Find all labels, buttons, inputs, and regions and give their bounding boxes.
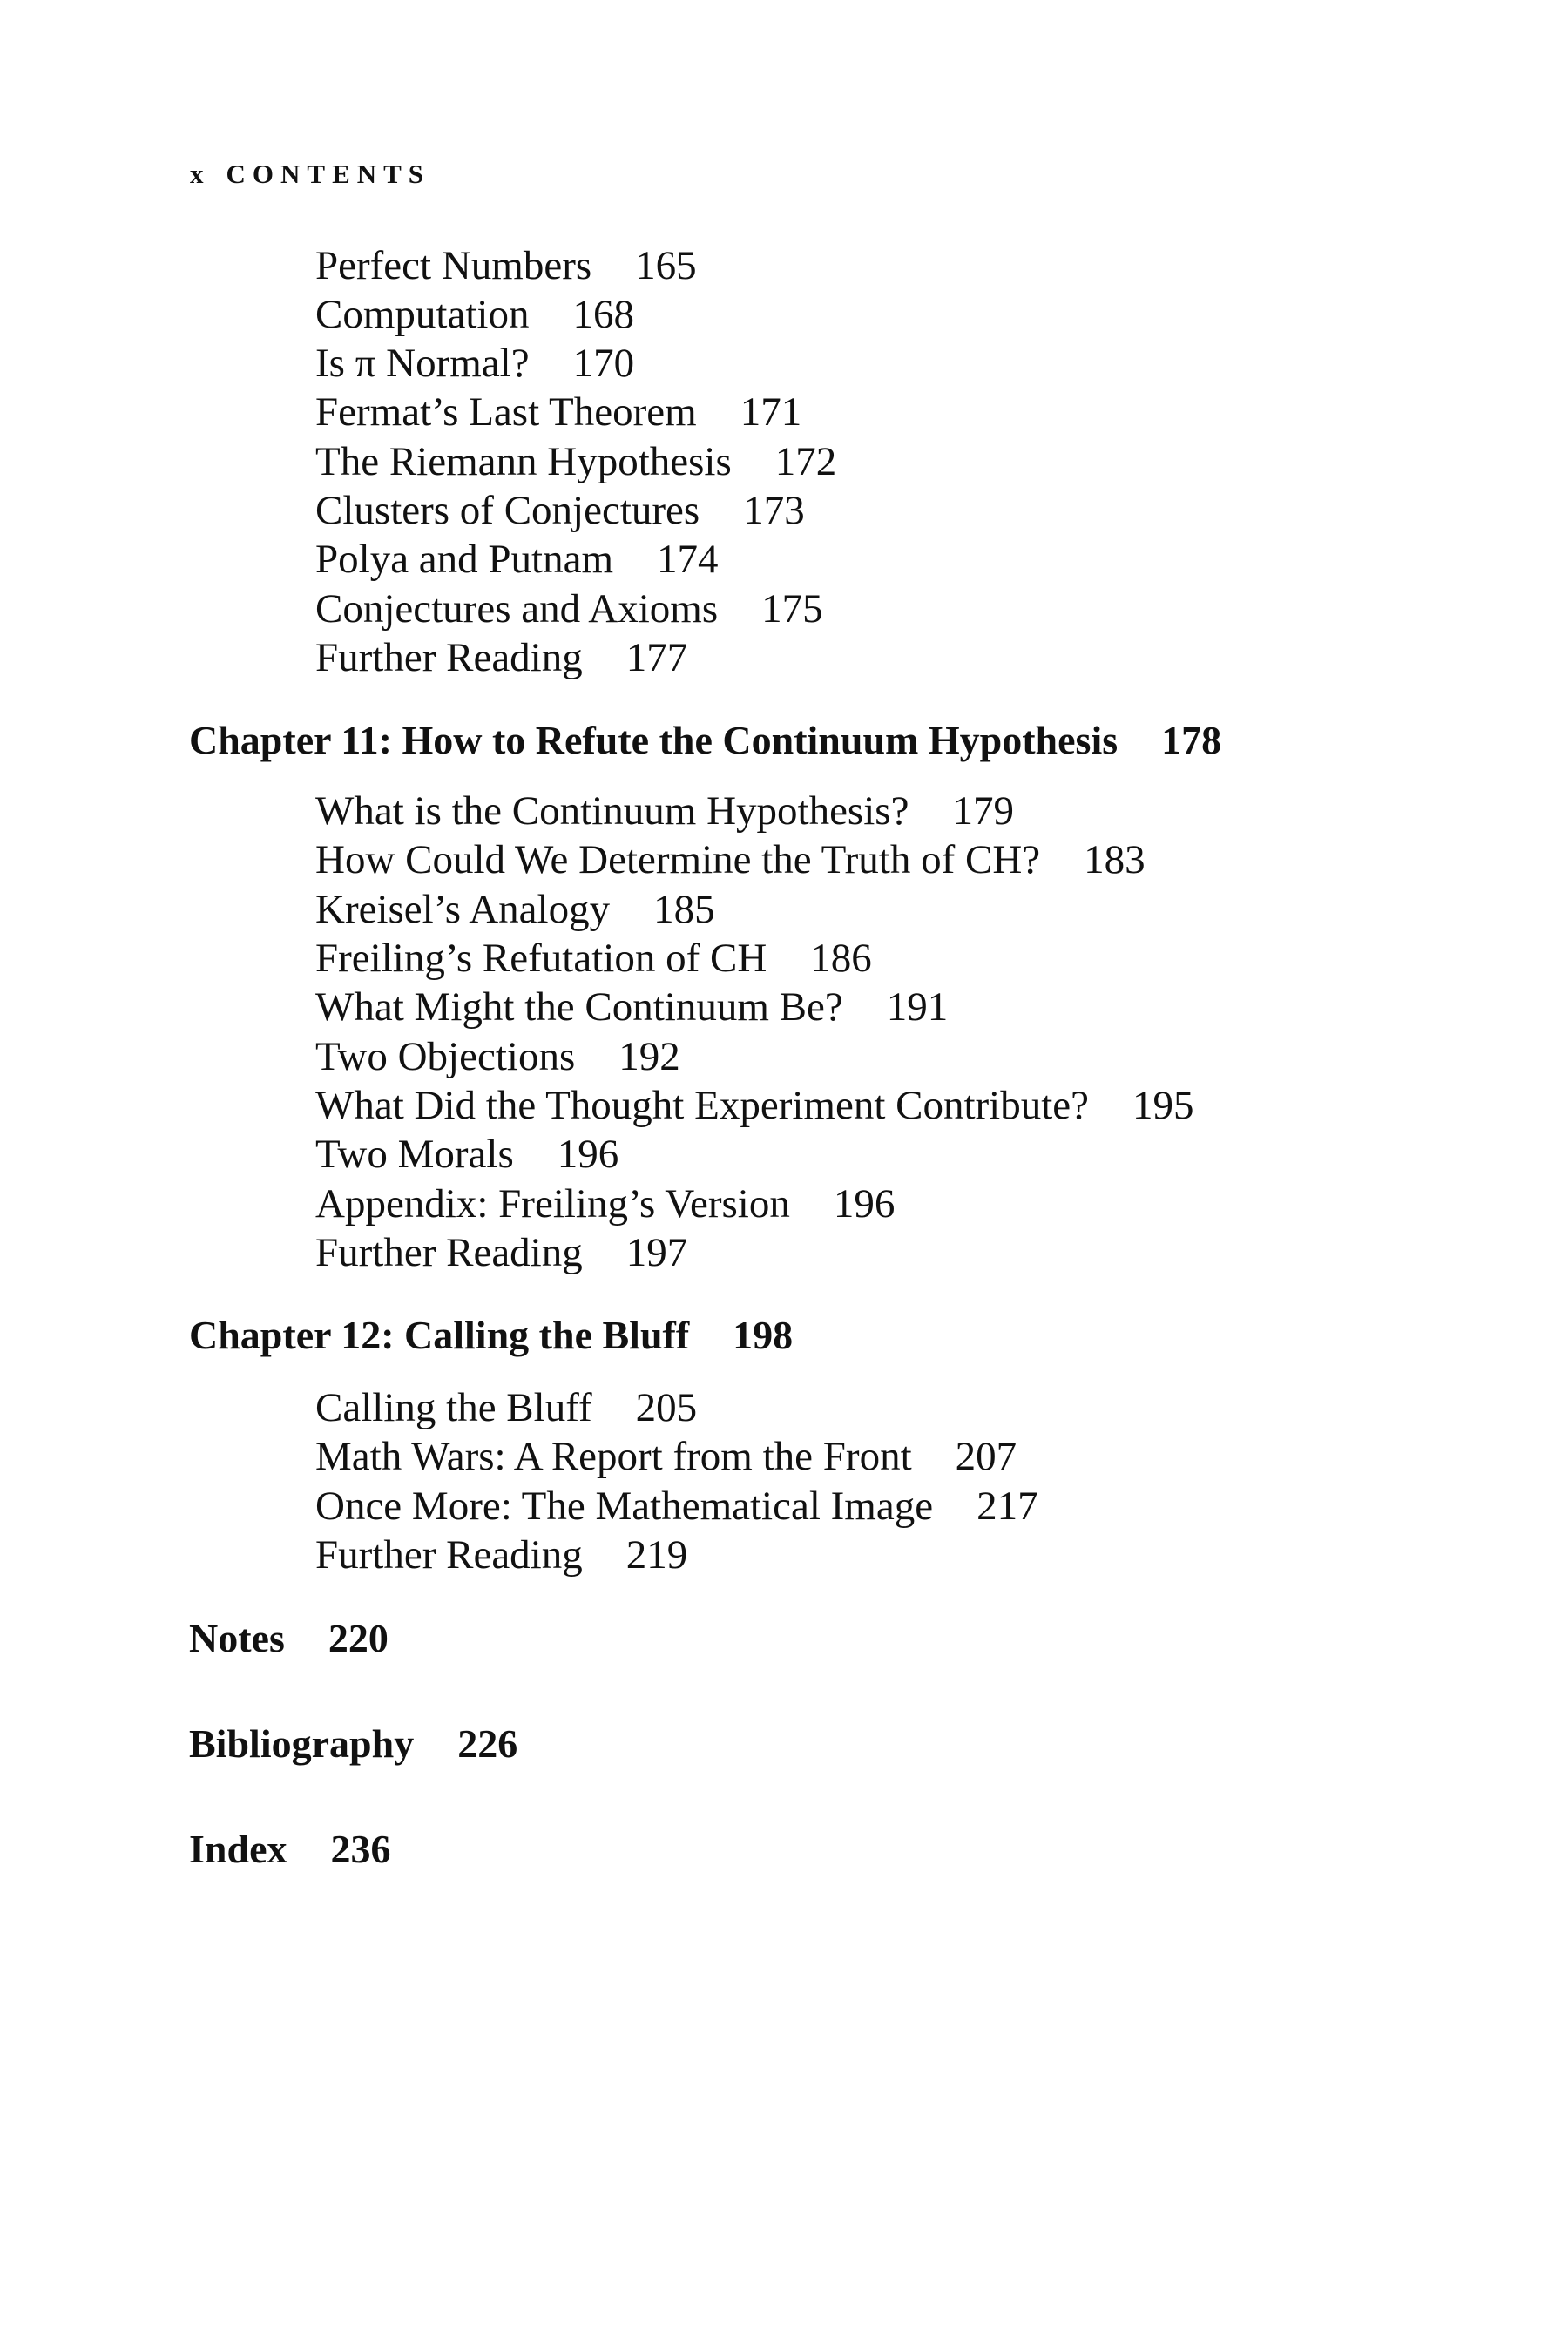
entry-title: Fermat’s Last Theorem (315, 389, 697, 435)
entry-title: Kreisel’s Analogy (315, 887, 611, 932)
heading-page: 236 (330, 1827, 391, 1871)
entry-page: 191 (886, 984, 949, 1030)
entry-title: Conjectures and Axioms (315, 586, 719, 632)
entry-page: 197 (625, 1230, 688, 1275)
toc-entry (315, 1130, 618, 1179)
entry-page: 192 (618, 1034, 680, 1079)
toc-entry (315, 388, 801, 436)
heading-title: Index (189, 1827, 287, 1871)
chapter-heading (189, 1311, 793, 1360)
entry-page: 219 (625, 1532, 688, 1578)
entry-page: 177 (625, 635, 688, 680)
entry-page: 179 (952, 788, 1014, 834)
chapter-title: Chapter 11: How to Refute the Continuum Hypothesis (189, 718, 1119, 762)
entry-page: 196 (833, 1181, 896, 1227)
heading-title: Notes (189, 1616, 285, 1660)
toc-entry (315, 633, 687, 682)
entry-page: 165 (635, 243, 697, 288)
toc-entry (315, 535, 719, 584)
toc-entry (315, 486, 805, 535)
chapter-heading (189, 716, 1221, 765)
chapter-page: 178 (1161, 718, 1222, 762)
entry-title: Freiling’s Refutation of CH (315, 936, 767, 981)
entry-title: Math Wars: A Report from the Front (315, 1434, 912, 1479)
entry-page: 172 (774, 439, 837, 484)
entry-title: Once More: The Mathematical Image (315, 1484, 934, 1529)
heading-page: 226 (457, 1721, 518, 1766)
heading-title: Bibliography (189, 1721, 415, 1766)
entry-page: 183 (1084, 837, 1146, 882)
entry-title: What is the Continuum Hypothesis? (315, 788, 909, 834)
entry-title: Further Reading (315, 1532, 583, 1578)
entry-page: 195 (1132, 1083, 1194, 1128)
entry-title: What Did the Thought Experiment Contribute? (315, 1083, 1090, 1128)
toc-entry (315, 1081, 1194, 1130)
back-matter-heading (189, 1720, 517, 1768)
entry-page: 186 (810, 936, 872, 981)
toc-entry (315, 339, 634, 388)
toc-entry (315, 1383, 697, 1432)
toc-entry (315, 290, 634, 339)
toc-entry (315, 1531, 687, 1579)
entry-title: Polya and Putnam (315, 537, 614, 582)
entry-title: Appendix: Freiling’s Version (315, 1181, 790, 1227)
toc-entry (315, 585, 823, 633)
toc-entry (315, 1179, 895, 1228)
running-head-title: CONTENTS (226, 159, 431, 189)
entry-page: 207 (955, 1434, 1017, 1479)
toc-entry (315, 437, 836, 486)
entry-page: 196 (557, 1132, 619, 1177)
entry-title: Two Morals (315, 1132, 514, 1177)
toc-entry (315, 1032, 680, 1081)
folio: x (190, 159, 211, 189)
entry-page: 174 (657, 537, 719, 582)
entry-page: 217 (977, 1484, 1038, 1529)
toc-entry (315, 1432, 1017, 1481)
toc-entry (315, 241, 697, 290)
back-matter-heading (189, 1825, 390, 1874)
entry-page: 170 (572, 341, 635, 386)
entry-title: Further Reading (315, 635, 583, 680)
toc-entry (315, 934, 872, 983)
entry-title: What Might the Continuum Be? (315, 984, 843, 1030)
entry-title: Perfect Numbers (315, 243, 592, 288)
toc-entry (315, 885, 715, 934)
entry-page: 205 (635, 1385, 698, 1430)
toc-entry (315, 1228, 687, 1277)
heading-page: 220 (328, 1616, 389, 1660)
entry-page: 168 (572, 292, 634, 337)
entry-title: Computation (315, 292, 530, 337)
chapter-page: 198 (733, 1313, 794, 1357)
toc-entry (315, 835, 1146, 884)
entry-title: Further Reading (315, 1230, 583, 1275)
entry-title: Calling the Bluff (315, 1385, 592, 1430)
entry-title: Is π Normal? (315, 341, 530, 386)
entry-title: Clusters of Conjectures (315, 488, 700, 533)
toc-entry (315, 1482, 1038, 1531)
entry-title: How Could We Determine the Truth of CH? (315, 837, 1041, 882)
back-matter-heading (189, 1614, 389, 1663)
running-head (190, 159, 430, 190)
entry-title: The Riemann Hypothesis (315, 439, 732, 484)
entry-page: 171 (740, 389, 802, 435)
entry-page: 185 (653, 887, 715, 932)
entry-title: Two Objections (315, 1034, 576, 1079)
chapter-title: Chapter 12: Calling the Bluff (189, 1313, 690, 1357)
toc-entry (315, 787, 1014, 835)
entry-page: 173 (743, 488, 805, 533)
entry-page: 175 (761, 586, 823, 632)
toc-entry (315, 983, 948, 1031)
